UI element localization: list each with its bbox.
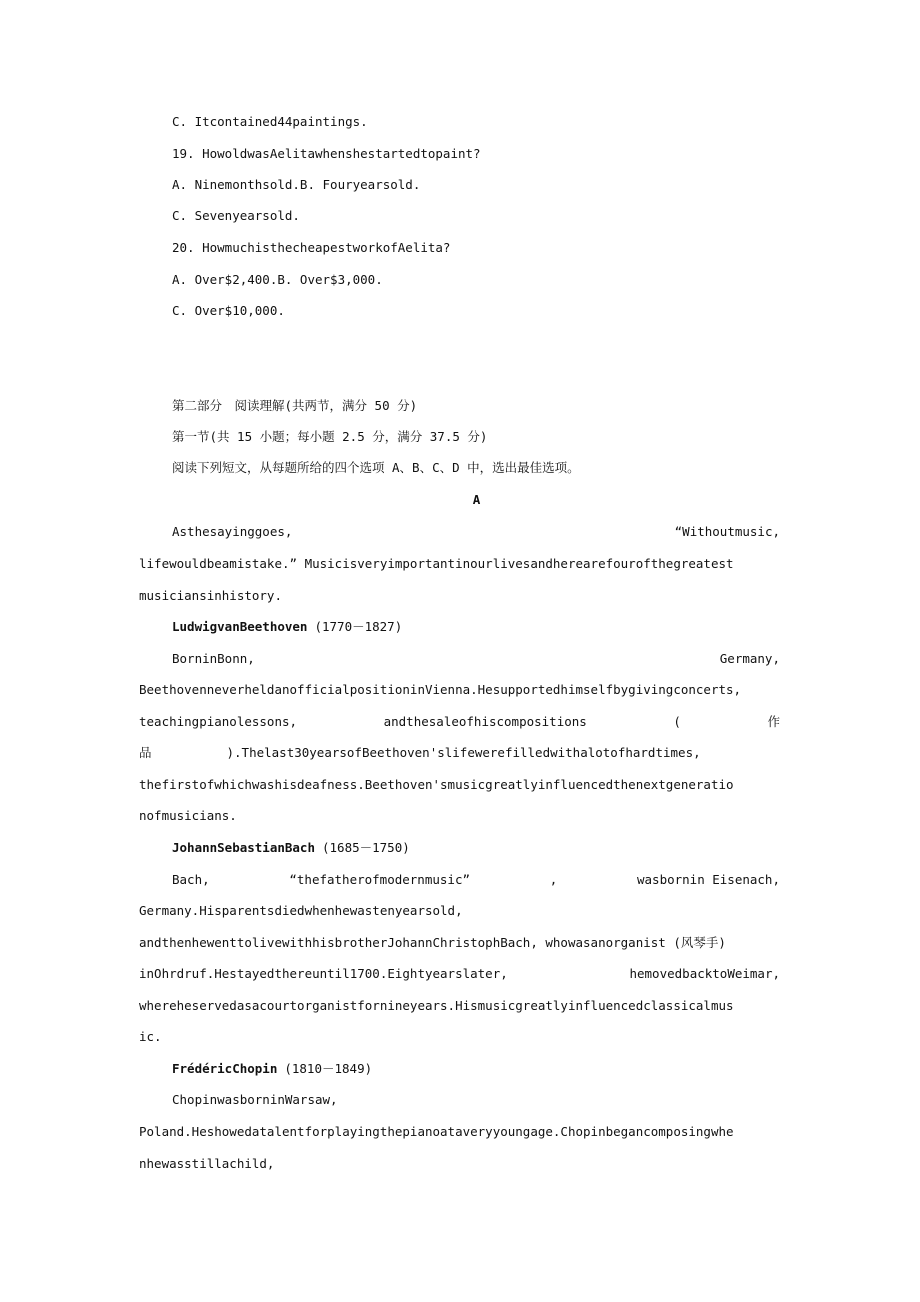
text-segment: andthenhewenttolivewithhisbrotherJohannChristophBach, whowasanorganist (风琴手) — [139, 935, 726, 950]
text-segment: C. Itcontained44paintings. — [172, 114, 368, 129]
text-segment: 阅读下列短文，从每题所给的四个选项 A、B、C、D 中，选出最佳选项。 — [172, 460, 580, 475]
text-line — [139, 554, 780, 574]
text-segment: Germany, — [719, 651, 780, 666]
text-segment: ChopinwasborninWarsaw, — [172, 1092, 338, 1107]
text-line — [139, 1154, 780, 1174]
text-segment: 19. HowoldwasAelitawhenshestartedtopaint? — [172, 146, 481, 161]
text-segment: (1685－1750) — [322, 840, 410, 855]
text-segment: C. Over$10,000. — [172, 303, 285, 318]
text-line — [172, 396, 417, 416]
text-line — [139, 712, 780, 732]
text-segment: andthesaleofhiscompositions — [383, 714, 587, 729]
text-line — [172, 270, 383, 290]
text-segment: 20. HowmuchisthecheapestworkofAelita? — [172, 240, 451, 255]
text-line — [172, 175, 420, 195]
text-line — [172, 1059, 372, 1079]
text-line — [139, 775, 780, 795]
text-line — [139, 1122, 780, 1142]
text-segment: nofmusicians. — [139, 808, 237, 823]
text-line — [172, 458, 580, 478]
text-line — [139, 1027, 780, 1047]
text-line — [139, 490, 814, 510]
text-line — [172, 617, 402, 637]
text-line — [139, 996, 780, 1016]
text-segment: A. Over$2,400.B. Over$3,000. — [172, 272, 383, 287]
text-segment: nhewasstillachild, — [139, 1156, 275, 1171]
text-segment: ( — [673, 714, 681, 729]
text-line — [172, 112, 368, 132]
text-line — [139, 743, 780, 763]
text-line — [172, 144, 481, 164]
text-segment: BeethovenneverheldanofficialpositioninVienna.Hesupportedhimselfbygivingconcerts, — [139, 682, 742, 697]
text-segment: (1770－1827) — [314, 619, 403, 634]
text-segment: “thefatherofmodernmusic” — [289, 872, 470, 887]
text-segment: A. Ninemonthsold.B. Fouryearsold. — [172, 177, 421, 192]
text-segment: musiciansinhistory. — [139, 588, 282, 603]
text-segment: 作 — [767, 714, 780, 729]
text-segment: inOhrdruf.Hestayedthereuntil1700.Eightyearslater, — [139, 966, 508, 981]
text-line — [172, 238, 450, 258]
text-segment: 第一节(共 15 小题；每小题 2.5 分，满分 37.5 分) — [172, 429, 488, 444]
text-segment: 第二部分 阅读理解(共两节，满分 50 分) — [172, 398, 418, 413]
text-segment: A — [472, 492, 481, 507]
text-line — [172, 206, 300, 226]
text-segment: BorninBonn, — [172, 651, 255, 666]
text-line — [139, 522, 780, 542]
text-line — [139, 933, 780, 953]
text-segment: lifewouldbeamistake.” Musicisveryimportantinourlivesandherearefourofthegreatest — [139, 556, 734, 571]
text-segment: C. Sevenyearsold. — [172, 208, 300, 223]
text-segment: (1810－1849) — [284, 1061, 373, 1076]
text-line — [139, 649, 780, 669]
text-segment: “Withoutmusic, — [674, 524, 780, 539]
text-segment: wasbornin Eisenach, — [637, 872, 780, 887]
text-segment: , — [549, 872, 558, 887]
text-segment: 品 ).Thelast30yearsofBeethoven'slifewerefilledwithalotofhardtimes, — [139, 745, 701, 760]
text-line — [139, 964, 780, 984]
text-line — [172, 301, 285, 321]
text-segment: hemovedbacktoWeimar, — [629, 966, 780, 981]
text-line — [172, 427, 487, 447]
text-segment: thefirstofwhichwashisdeafness.Beethoven'smusicgreatlyinfluencedthenextgeneratio — [139, 777, 734, 792]
text-line — [172, 838, 410, 858]
section-heading: JohannSebastianBach — [172, 840, 315, 855]
text-line — [172, 1090, 338, 1110]
text-segment: teachingpianolessons, — [139, 714, 298, 729]
section-heading: LudwigvanBeethoven — [172, 619, 308, 634]
text-line — [139, 870, 780, 890]
text-line — [139, 806, 780, 826]
text-segment: ic. — [139, 1029, 162, 1044]
text-segment: Germany.Hisparentsdiedwhenhewastenyearsold, — [139, 903, 463, 918]
text-line — [139, 680, 780, 700]
text-segment: Bach, — [172, 872, 210, 887]
text-segment: Poland.Heshowedatalentforplayingthepianoataveryyoungage.Chopinbegancomposingwhe — [139, 1124, 734, 1139]
text-line — [139, 901, 780, 921]
text-segment: Asthesayinggoes, — [172, 524, 293, 539]
text-segment: whereheservedasacourtorganistfornineyears.Hismusicgreatlyinfluencedclassicalmus — [139, 998, 734, 1013]
text-line — [139, 586, 780, 606]
section-heading: FrédéricChopin — [172, 1061, 278, 1076]
